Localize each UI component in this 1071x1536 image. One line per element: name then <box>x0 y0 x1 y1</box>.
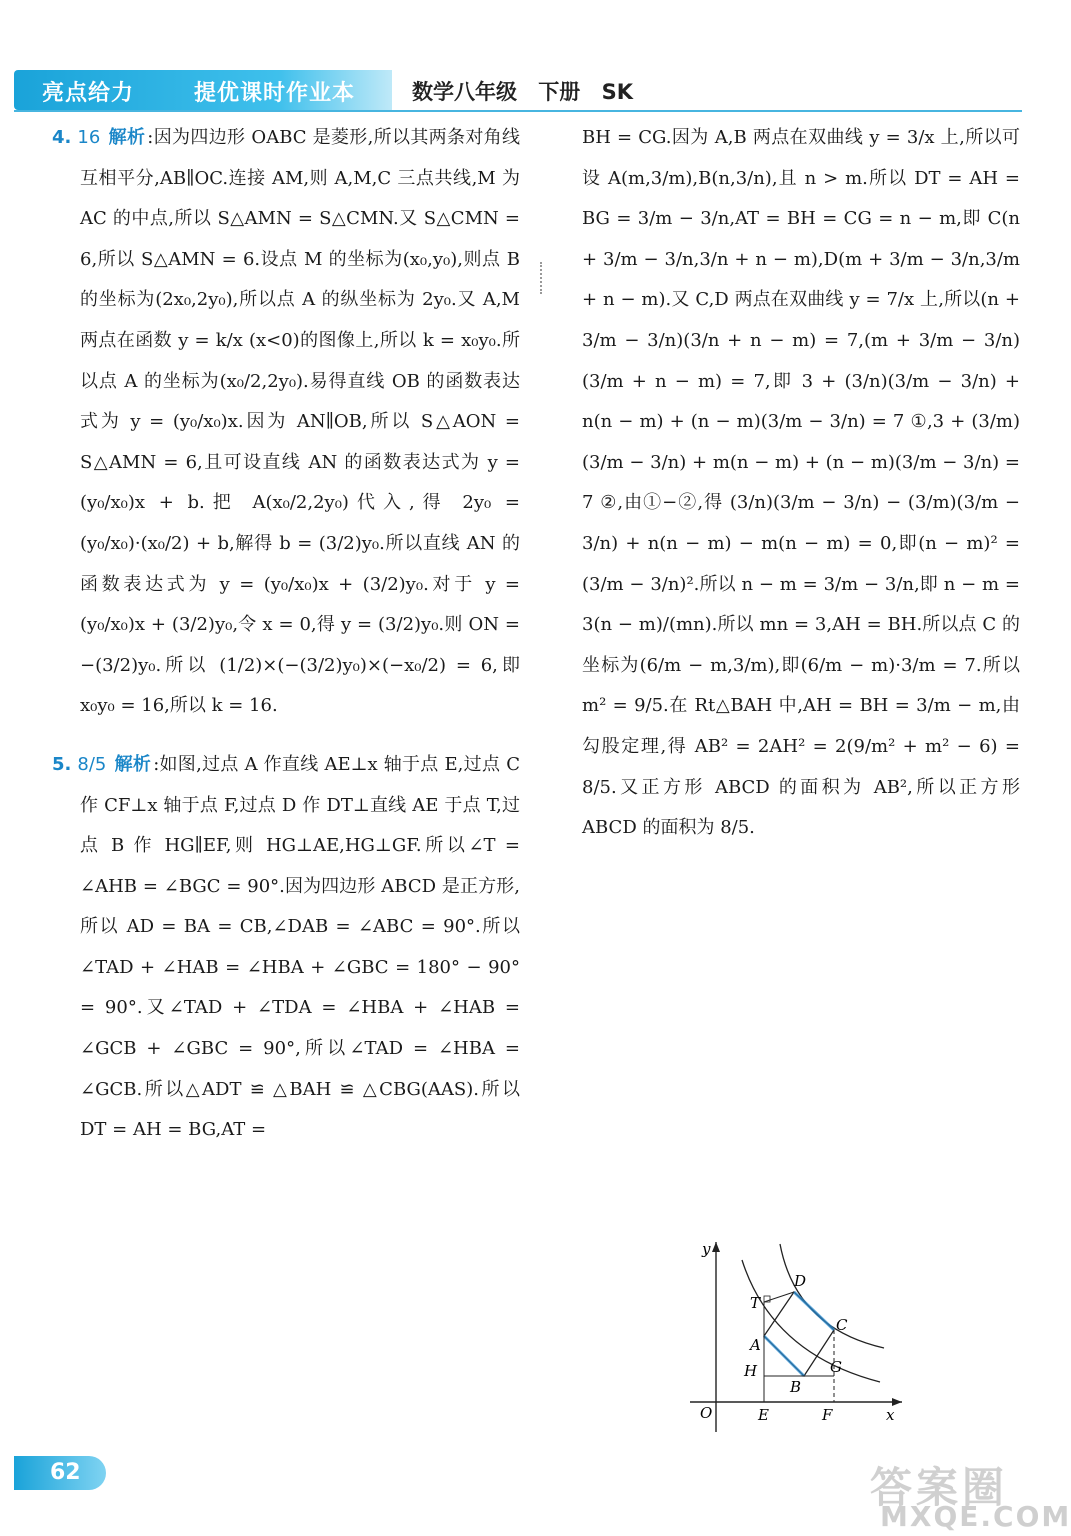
right-column <box>582 118 1020 867</box>
highlight-ab <box>764 1336 804 1376</box>
label-h: H <box>744 1362 758 1380</box>
left-column <box>52 118 521 1169</box>
subject-title: 数学八年级 下册 SK <box>412 80 634 104</box>
x-axis-arrow <box>892 1398 902 1406</box>
highlight-dc <box>794 1292 834 1330</box>
label-c: C <box>836 1316 848 1334</box>
question-number: 4. <box>52 127 72 148</box>
column-divider <box>540 262 542 294</box>
solution-continuation: BH = CG.因为 A,B 两点在双曲线 y = 3/x 上,所以可设 A(m,3/m),B(n,3/n),且 n > m.所以 DT = AH = BG = 3/m − 3/n,AT = BH = CG = n − m,即 C(n + 3/m − 3/n,3/n + n − m),D(m + 3/m − 3/n,3/m + n − m).又 C,D 两点在双曲线 y = 7/x 上,所以(n + 3/m − 3/n)(3/n + n − m) = 7,(m + 3/m − 3/n)(3/m + n − m) = 7,即 3 + (3/n)(3/m − 3/n) + n(n − m) + (n − m)(3/m − 3/n) = 7 ①,3 + (3/m)(3/m − 3/n) + m(n − m) + (n − m)(3/m − 3/n) = 7 ②,由①−②,得 (3/n)(3/m − 3/n) − (3/m)(3/m − 3/n) + n(n − m) − m(n − m) = 0,即(n − m)² = (3/m − 3/n)².所以 n − m = 3/m − 3/n,即 n − m = 3(n − m)/(mn).所以 mn = 3,AH = BH.所以点 C 的坐标为(6/m − m,3/m),即(6/m − m)·3/m = 7.所以 m² = 9/5.在 Rt△BAH 中,AH = BH = 3/m − m,由勾股定理,得 AB² = 2AH² = 2(9/m² + m² − 6) = 8/5.又正方形 ABCD 的面积为 AB²,所以正方形 ABCD 的面积为 8/5. <box>582 127 1020 839</box>
brand-title: 亮点给力 <box>42 81 135 106</box>
question-number: 5. <box>52 753 72 775</box>
page-header <box>0 70 1051 110</box>
analysis-text: :因为四边形 OABC 是菱形,所以其两条对角线互相平分,AB∥OC.连接 AM,则 A,M,C 三点共线,M 为 AC 的中点,所以 S△AMN = S△CMN.又 S△CMN = 6,所以 S△AMN = 6.设点 M 的坐标为(x₀,y₀),则点 B 的坐标为(2x₀,2y₀),所以点 A 的纵坐标为 2y₀.又 A,M 两点在函数 y = k/x (x<0)的图像上,所以 k = x₀y₀.所以点 A 的坐标为(x₀/2,2y₀).易得直线 OB 的函数表达式为 y = (y₀/x₀)x.因为 AN∥OB,所以 S△AON = S△AMN = 6,且可设直线 AN 的函数表达式为 y = (y₀/x₀)x + b.把 A(x₀/2,2y₀)代入,得 2y₀ = (y₀/x₀)·(x₀/2) + b,解得 b = (3/2)y₀.所以直线 AN 的函数表达式为 y = (y₀/x₀)x + (3/2)y₀.对于 y = (y₀/x₀)x + (3/2)y₀,令 x = 0,得 y = (3/2)y₀.则 ON = −(3/2)y₀.所以 (1/2)×(−(3/2)y₀)×(−x₀/2) = 6,即 x₀y₀ = 16,所以 k = 16. <box>80 127 520 717</box>
watermark-logo: 答案圈 <box>870 1463 1009 1512</box>
label-d: D <box>794 1272 807 1290</box>
question-5 <box>52 745 521 1151</box>
question-4 <box>52 118 520 727</box>
header-rule <box>14 110 1022 112</box>
hyperbola-inner <box>742 1260 880 1382</box>
label-a: A <box>750 1336 761 1354</box>
answer: 16 <box>77 127 101 148</box>
analysis-label: 解析 <box>108 127 146 148</box>
analysis-text: :如图,过点 A 作直线 AE⊥x 轴于点 E,过点 C 作 CF⊥x 轴于点 F,过点 D 作 DT⊥直线 AE 于点 T,过点 B 作 HG∥EF,则 HG⊥AE,HG⊥GF.所以∠T = ∠AHB = ∠BGC = 90°.因为四边形 ABCD 是正方形,所以 AD = BA = CB,∠DAB = ∠ABC = 90°.所以∠TAD + ∠HAB = ∠HBA + ∠GBC = 180° − 90° = 90°.又∠TAD + ∠TDA = ∠HBA + ∠HAB = ∠GCB + ∠GBC = 90°,所以∠TAD = ∠HBA = ∠GCB.所以△ADT ≌ △BAH ≌ △CBG(AAS).所以 DT = AH = BG,AT = <box>80 753 521 1141</box>
geometry-figure <box>680 1236 910 1436</box>
watermark-url: MXQE.COM <box>880 1500 1071 1533</box>
header-banner <box>14 70 392 110</box>
label-t: T <box>750 1294 761 1312</box>
square-abcd <box>764 1292 834 1376</box>
label-b: B <box>790 1378 802 1396</box>
label-g: G <box>830 1358 842 1376</box>
label-e: E <box>758 1406 769 1424</box>
series-title: 提优课时作业本 <box>194 81 356 106</box>
label-x: x <box>886 1406 895 1424</box>
line-td <box>764 1292 794 1302</box>
page-number: 62 <box>14 1456 106 1490</box>
answer: 8/5 <box>77 753 107 775</box>
label-o: O <box>700 1404 713 1422</box>
label-y: y <box>702 1240 711 1258</box>
label-f: F <box>822 1406 833 1424</box>
y-axis-arrow <box>712 1242 720 1252</box>
analysis-label: 解析 <box>114 753 152 775</box>
